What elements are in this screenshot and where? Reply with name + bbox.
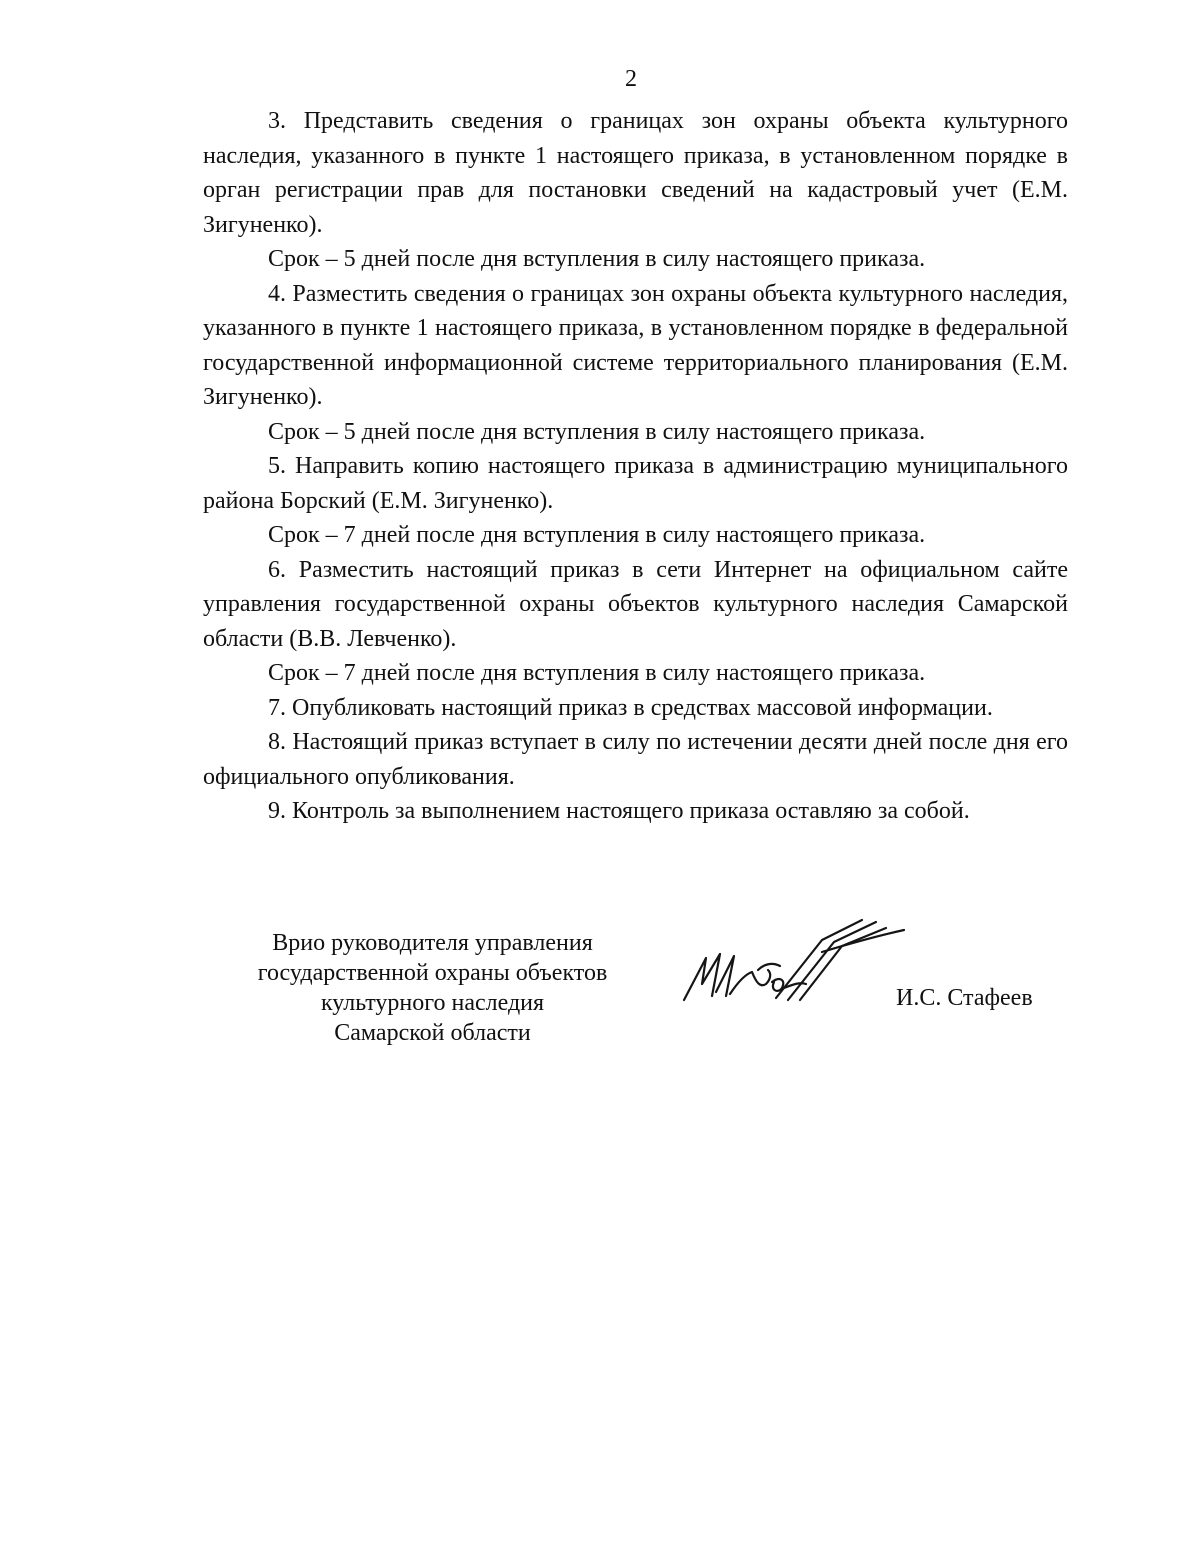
deadline-item-6: Срок – 7 дней после дня вступления в силу настоящего приказа. <box>268 660 926 686</box>
signatory-position-line: Самарской области <box>334 1020 531 1046</box>
paragraph-item-6: 6. Разместить настоящий приказ в сети Интернет на официальном сайте управления государственной охраны объектов культурного наследия Самарской области (В.В. Левченко). <box>203 556 1068 652</box>
page-number: 2 <box>625 66 637 92</box>
signatory-position-line: государственной охраны объектов <box>257 960 608 986</box>
document-body <box>203 104 1068 829</box>
paragraph-item-3: 3. Представить сведения о границах зон охраны объекта культурного наследия, указанного в пункте 1 настоящего приказа, в установленном порядке в орган регистрации прав для постановки сведений на кадастровый учет (Е.М. Зигуненко). <box>203 108 1068 238</box>
paragraph-item-9: 9. Контроль за выполнением настоящего приказа оставляю за собой. <box>268 798 970 824</box>
paragraph-item-7: 7. Опубликовать настоящий приказ в средствах массовой информации. <box>268 694 993 721</box>
paragraph-item-4: 4. Разместить сведения о границах зон охраны объекта культурного наследия, указанного в пункте 1 настоящего приказа, в установленном порядке в федеральной государственной информационной системе территориального планирования (Е.М. Зигуненко). <box>203 280 1068 410</box>
paragraph-item-5: 5. Направить копию настоящего приказа в администрацию муниципального района Борский (Е.М. Зигуненко). <box>203 453 1068 514</box>
paragraph-item-8: 8. Настоящий приказ вступает в силу по истечении десяти дней после дня его официального опубликования. <box>203 729 1068 790</box>
deadline-item-3: Срок – 5 дней после дня вступления в силу настоящего приказа. <box>268 246 926 272</box>
signatory-position-line: Врио руководителя управления <box>272 930 593 956</box>
deadline-item-5: Срок – 7 дней после дня вступления в силу настоящего приказа. <box>268 522 926 548</box>
handwritten-signature <box>672 912 912 1022</box>
deadline-item-4: Срок – 5 дней после дня вступления в силу настоящего приказа. <box>268 418 926 445</box>
signatory-position <box>225 928 640 1048</box>
signatory-name: И.С. Стафеев <box>896 985 1033 1011</box>
signatory-position-line: культурного наследия <box>320 990 545 1016</box>
